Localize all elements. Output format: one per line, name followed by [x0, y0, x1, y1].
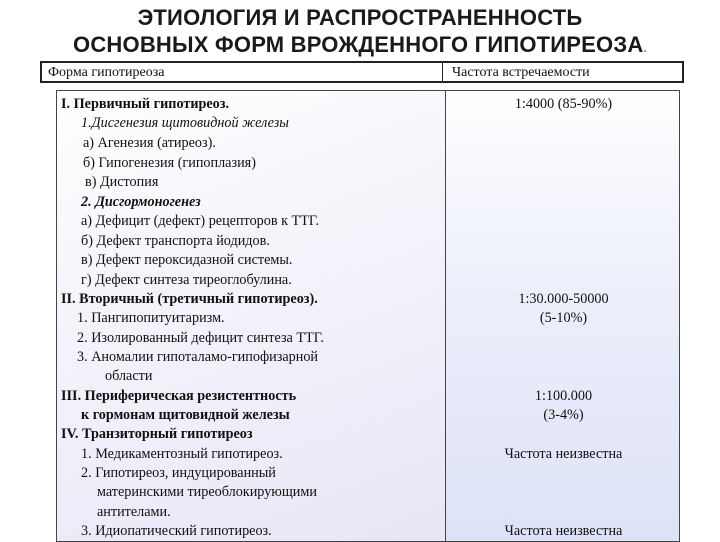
header-divider — [442, 61, 443, 83]
row-dystopia: в) Дистопия — [85, 174, 159, 190]
row-isolated-tsh: 2. Изолированный дефицит синтеза ТТГ. — [77, 330, 324, 346]
row-peroxidase: в) Дефект пероксидазной системы. — [81, 252, 293, 268]
frequency-column — [446, 91, 680, 541]
page-title — [0, 4, 720, 62]
row-secondary: II. Вторичный (третичный гипотиреоз). — [61, 291, 318, 307]
row-anomalies: 3. Аномалии гипоталамо-гипофизарной — [77, 349, 319, 365]
row-drug-induced: 1. Медикаментозный гипотиреоз. — [81, 446, 283, 462]
freq-secondary: 1:30.000-50000 — [518, 291, 609, 307]
freq-primary: 1:4000 (85-90%) — [514, 96, 613, 112]
row-antibody-induced: 2. Гипотиреоз, индуцированный — [81, 465, 276, 481]
row-peripheral-cont: к гормонам щитовидной железы — [81, 407, 290, 423]
freq-secondary-pct: (5-10%) — [539, 310, 588, 326]
row-hypogenesis: б) Гипогенезия (гипоплазия) — [83, 155, 256, 171]
row-dyshormonogenesis: 2. Дисгормоногенез — [81, 194, 201, 210]
row-thyroglobulin: г) Дефект синтеза тиреоглобулина. — [81, 272, 292, 288]
row-tsh-receptor: а) Дефицит (дефект) рецепторов к ТТГ. — [81, 213, 320, 229]
row-antibody-cont-2: антителами. — [97, 504, 171, 520]
row-peripheral: III. Периферическая резистентность — [61, 388, 297, 404]
header-frequency: Частота встречаемости — [452, 65, 590, 80]
row-iodide-transport: б) Дефект транспорта йодидов. — [81, 233, 270, 249]
row-antibody-cont-1: материнскими тиреоблокирующими — [97, 484, 317, 500]
title-line-2 — [0, 31, 720, 62]
row-panhypopituitarism: 1. Пангипопитуитаризм. — [77, 310, 225, 326]
row-transient: IV. Транзиторный гипотиреоз — [61, 426, 253, 442]
row-idiopathic: 3. Идиопатический гипотиреоз. — [81, 523, 272, 539]
row-dysgenesis: 1.Дисгенезия щитовидной железы — [81, 115, 289, 131]
title-dot: . — [643, 41, 647, 55]
row-primary: I. Первичный гипотиреоз. — [61, 96, 230, 112]
header-form: Форма гипотиреоза — [48, 65, 165, 80]
freq-drug-induced: Частота неизвестна — [504, 446, 623, 462]
row-agenesis: а) Агенезия (атиреоз). — [83, 135, 216, 151]
freq-peripheral: 1:100.000 — [534, 388, 593, 404]
table-header — [40, 61, 684, 83]
freq-peripheral-pct: (3-4%) — [543, 407, 584, 423]
freq-idiopathic: Частота неизвестна — [504, 523, 623, 539]
row-anomalies-cont: области — [105, 368, 153, 384]
forms-column — [57, 91, 446, 541]
hypothyroid-table — [56, 90, 680, 542]
title-line-1: ЭТИОЛОГИЯ И РАСПРОСТРАНЕННОСТЬ — [137, 5, 583, 30]
title-line-2-text: ОСНОВНЫХ ФОРМ ВРОЖДЕННОГО ГИПОТИРЕОЗА — [73, 32, 644, 57]
